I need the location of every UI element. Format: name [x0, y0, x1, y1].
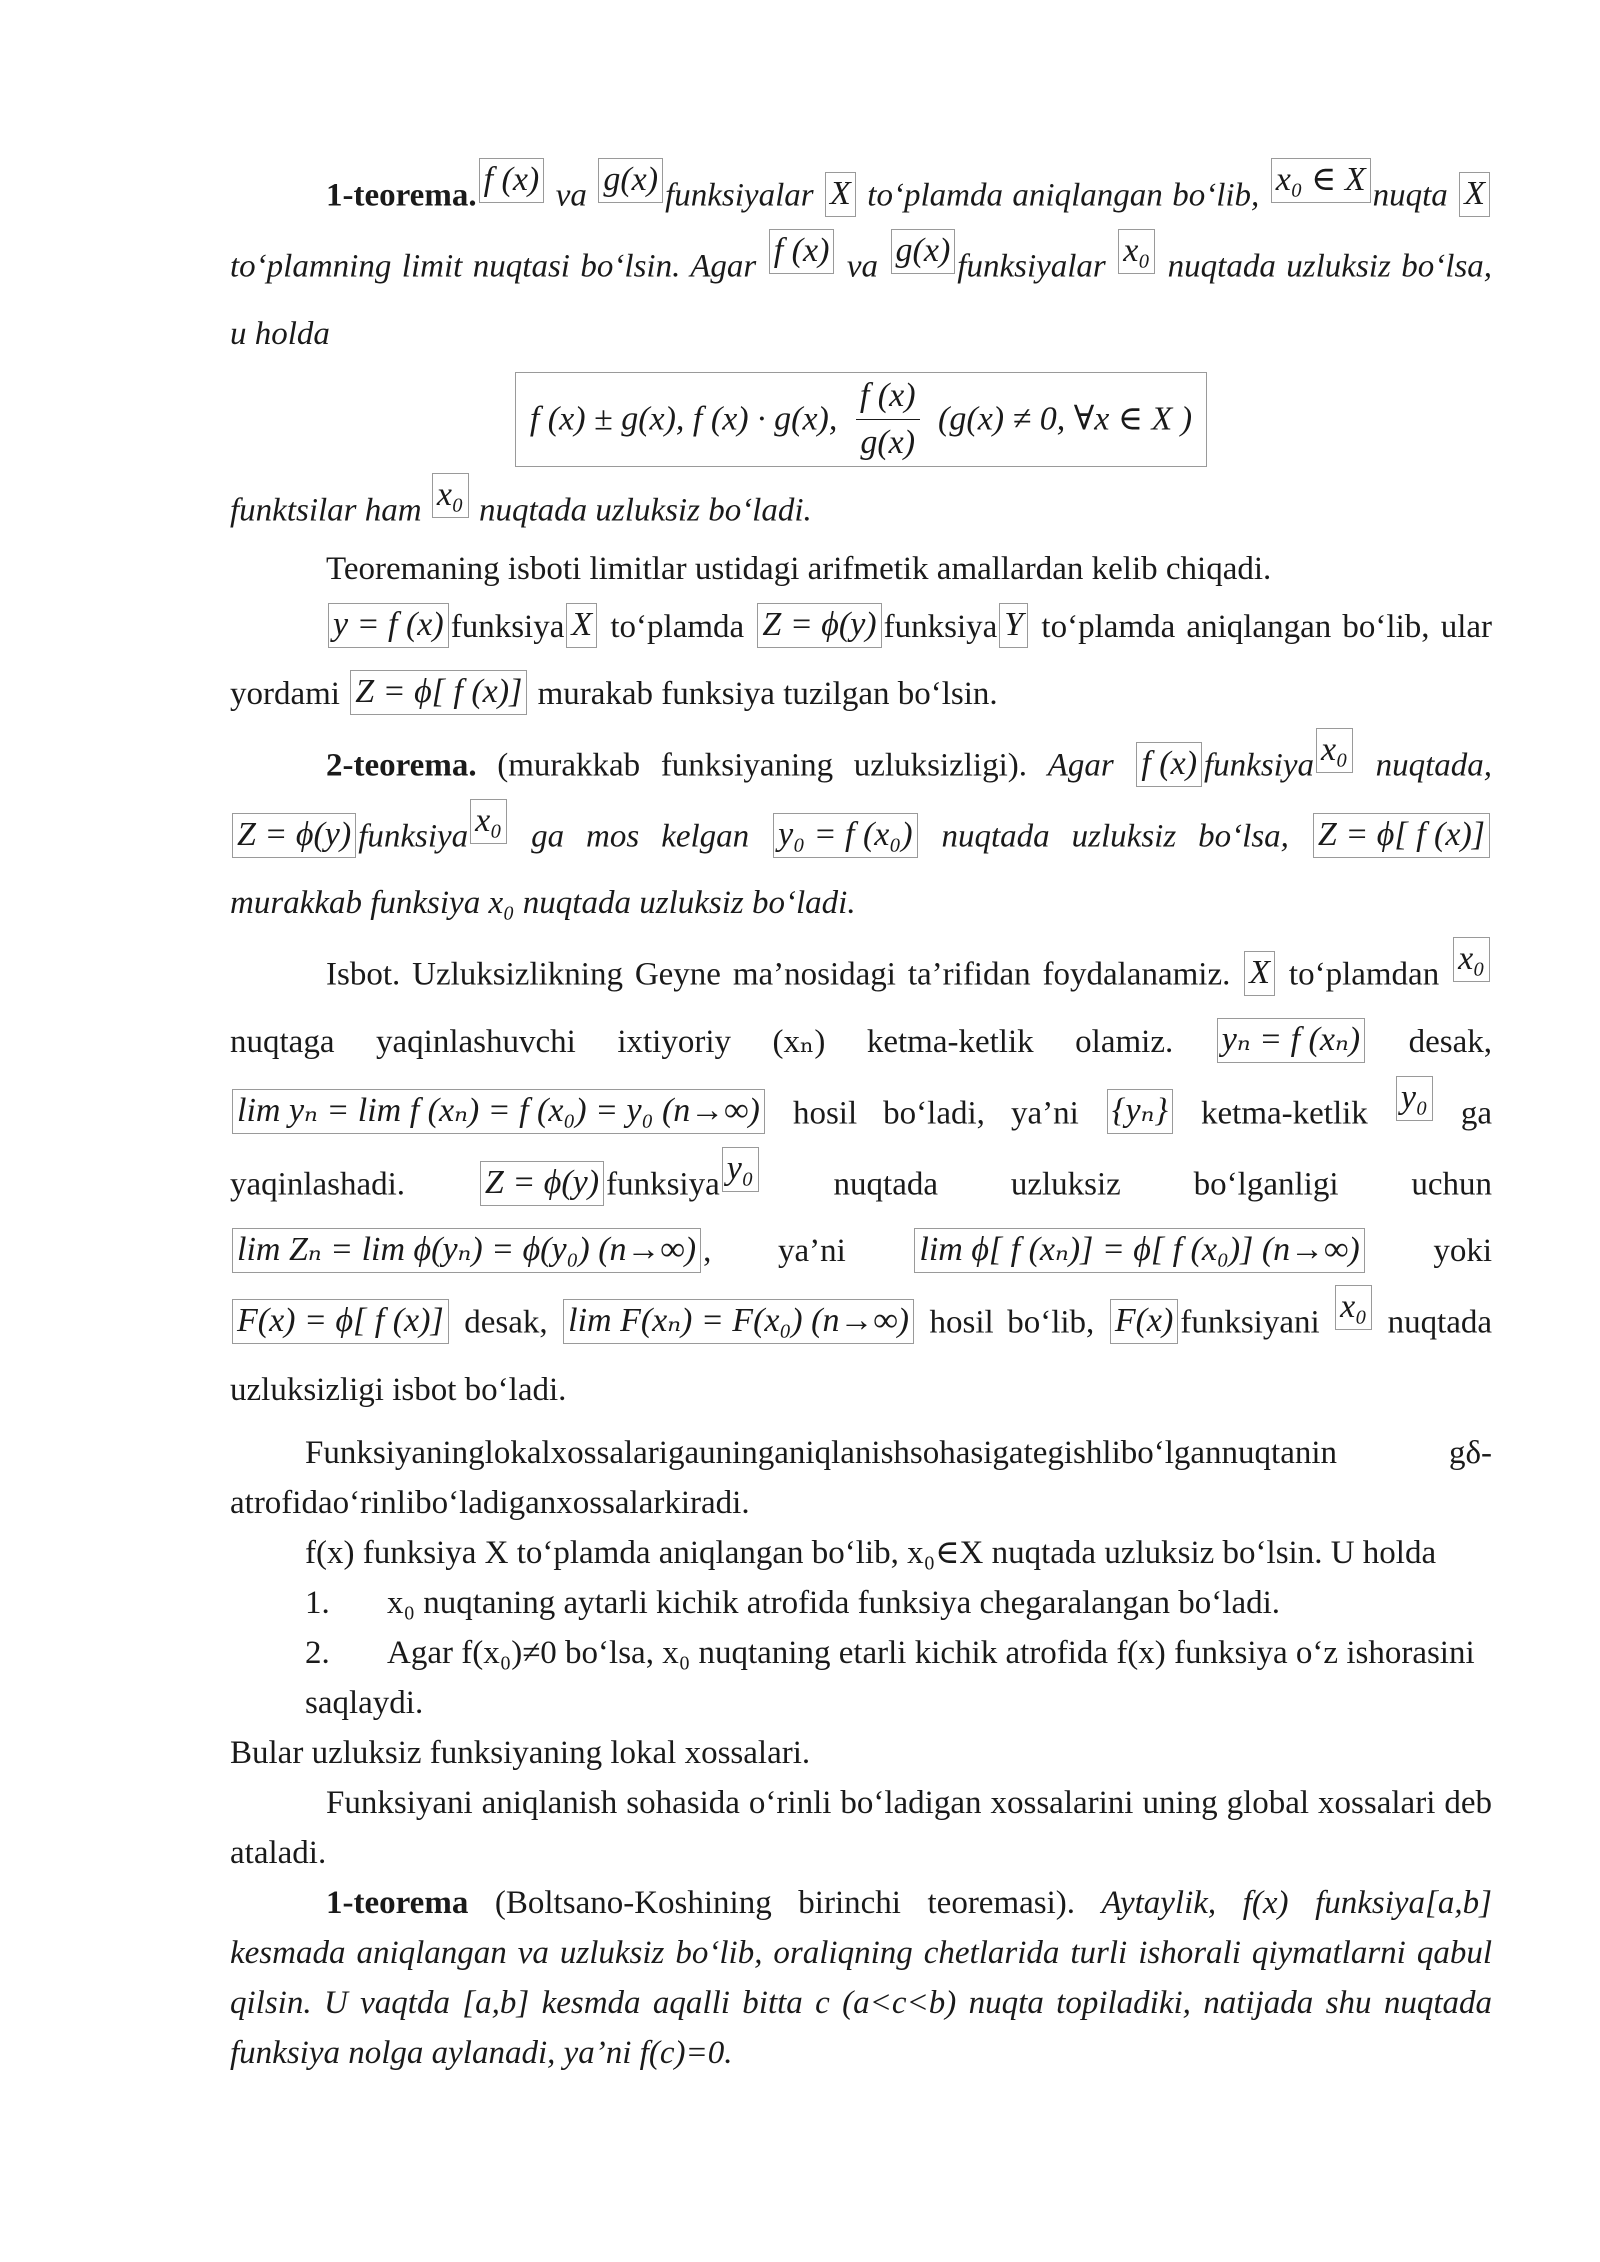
list-item-number: 2.	[305, 1634, 330, 1671]
formula-X: X	[566, 603, 597, 648]
formula-x0: x₀	[1453, 937, 1490, 982]
properties-list	[230, 1578, 1492, 1728]
text: funksiyani	[1180, 1304, 1320, 1341]
text: to‘plamdan	[1288, 956, 1440, 993]
text: to‘plamda	[610, 608, 745, 645]
text: va	[846, 248, 879, 285]
formula-y0: y₀	[1396, 1076, 1433, 1121]
text: hosil bo‘lib,	[929, 1304, 1095, 1341]
formula-Fx-def: F(x) = ϕ[ f (x)]	[232, 1299, 449, 1344]
formula-z-phi-y: Z = ϕ(y)	[757, 603, 881, 648]
formula-x0: x₀	[1316, 728, 1353, 773]
text: nuqta	[1372, 177, 1448, 214]
text: nuqtada uzluksiz bo‘lsa,	[941, 818, 1289, 855]
local-properties-paragraph: Funksiyaninglokalxossalarigauninganiqlanishsohasigategishlibo‘lgannuqtanin gδ-atrofidao‘rinlibo‘ladiganxossalarkiradi.	[230, 1434, 1492, 1521]
formula-gx: g(x)	[598, 158, 663, 203]
text: nuqtaga yaqinlashuvchi ixtiyoriy (xₙ) ketma-ketlik olamiz.	[230, 1023, 1174, 1060]
text: funksiya	[883, 608, 998, 645]
formula-yn-set: {yₙ}	[1107, 1089, 1173, 1134]
formula-lim-yn: lim yₙ = lim f (xₙ) = f (x₀) = y₀ (n→∞)	[232, 1089, 765, 1134]
formula-Y: Y	[999, 603, 1028, 648]
text: murakab funksiya tuzilgan bo‘lsin.	[537, 675, 998, 712]
fraction-denominator: g(x)	[860, 423, 916, 461]
formula-y0: y₀	[722, 1147, 759, 1192]
text: nuqtada,	[1375, 747, 1492, 784]
text: ga yaqinlashadi.	[230, 1095, 1493, 1203]
text: nuqtada uzluksizligi isbot bo‘ladi.	[230, 1304, 1493, 1408]
text: desak,	[464, 1304, 548, 1341]
text: ga mos kelgan	[531, 818, 750, 855]
formula-y0-fx0: y₀ = f (x₀)	[773, 813, 917, 858]
theorem-1-paragraph	[230, 158, 1492, 368]
text: to‘plamning limit nuqtasi bo‘lsin. Agar	[230, 248, 757, 285]
formula-fx: f (x)	[769, 229, 835, 274]
composite-setup-paragraph	[230, 594, 1492, 728]
local-properties-summary: Bular uzluksiz funksiyaning lokal xossalari.	[230, 1734, 811, 1771]
formula-lim-zn: lim Zₙ = lim ϕ(yₙ) = ϕ(y₀) (n→∞)	[232, 1228, 701, 1273]
formula-left: f (x) ± g(x), f (x) · g(x),	[529, 400, 838, 438]
formula-fx: f (x)	[479, 158, 545, 203]
formula-lim-Fxn: lim F(xₙ) = F(x₀) (n→∞)	[563, 1299, 914, 1344]
text: to‘plamda aniqlangan bo‘lib, ular yordami	[230, 608, 1493, 712]
list-item-text: Agar f(x₀)≠0 bo‘lsa, x₀ nuqtaning etarli kichik atrofida f(x) funksiya o‘z ishorasini saqlaydi.	[305, 1634, 1475, 1721]
formula-z-phi-fx: Z = ϕ[ f (x)]	[350, 670, 527, 715]
formula-Fx: F(x)	[1110, 1299, 1179, 1344]
theorem-1-conclusion	[230, 473, 1492, 544]
theorem-2-title: 2-teorema.	[326, 747, 477, 784]
text: (murakkab funksiyaning uzluksizligi).	[497, 747, 1028, 784]
text: funktsilar ham	[230, 491, 422, 528]
list-item	[305, 1578, 1492, 1628]
formula-x0: x₀	[1335, 1285, 1372, 1330]
text: yoki	[1433, 1233, 1492, 1270]
text: Aytaylik, f(x) funksiya[a,b] kesmada aniqlangan va uzluksiz bo‘lib, oraliqning chetlarida turli ishorali qiymatlarni qabul qilsin. U vaqtda [a,b] kesmda aqalli bitta c (a<c<b) nuqta topiladiki, natijada shu nuqtada funksiya nolga aylanadi, ya’ni f(c)=0.	[230, 1884, 1492, 2071]
theorem-2-paragraph	[230, 728, 1492, 938]
formula-X: X	[1459, 172, 1490, 217]
text: , ya’ni	[703, 1233, 846, 1270]
list-item-number: 1.	[305, 1584, 330, 1621]
proof-note: Teoremaning isboti limitlar ustidagi arifmetik amallardan kelib chiqadi.	[326, 550, 1272, 587]
text: (Boltsano-Koshining birinchi teoremasi).	[494, 1884, 1076, 1921]
text: funksiya	[358, 818, 469, 855]
text: funksiyalar	[665, 177, 814, 214]
theorem-1-title: 1-teorema.	[326, 177, 477, 214]
display-formula-1	[230, 372, 1492, 467]
text: nuqtada uzluksiz bo‘ladi.	[479, 491, 812, 528]
local-properties-statement: f(x) funksiya X to‘plamda aniqlangan bo‘lib, x₀∈X nuqtada uzluksiz bo‘lsin. U holda	[305, 1534, 1437, 1571]
text: Agar	[1047, 747, 1114, 784]
text: ketma-ketlik	[1201, 1095, 1368, 1132]
text: funksiya	[606, 1166, 720, 1203]
text: Isbot. Uzluksizlikning Geyne ma’nosidagi ta’rifidan foydalanamiz.	[326, 956, 1231, 993]
theorem-title: 1-teorema	[326, 1884, 469, 1921]
text: funksiyalar	[957, 248, 1106, 285]
formula-x0-in-X: x₀ ∈ X	[1271, 158, 1371, 203]
text: murakkab funksiya x₀ nuqtada uzluksiz bo‘ladi.	[230, 885, 856, 922]
formula-fx: f (x)	[1136, 742, 1202, 787]
text: desak,	[1408, 1023, 1492, 1060]
text: va	[555, 177, 587, 214]
fraction	[856, 377, 920, 462]
formula-x0: x₀	[470, 799, 507, 844]
list-item-text: x₀ nuqtaning aytarli kichik atrofida funksiya chegaralangan bo‘ladi.	[387, 1584, 1281, 1621]
fraction-numerator: f (x)	[856, 377, 920, 420]
formula-right: (g(x) ≠ 0, ∀x ∈ X )	[938, 400, 1193, 438]
text: funksiya	[450, 608, 565, 645]
formula-x0: x₀	[432, 473, 469, 518]
text: nuqtada uzluksiz bo‘lsa, u holda	[230, 248, 1493, 352]
formula-gx: g(x)	[891, 229, 956, 274]
formula-lim-phi-fxn: lim ϕ[ f (xₙ)] = ϕ[ f (x₀)] (n→∞)	[914, 1228, 1364, 1273]
formula-z-phi-y: Z = ϕ(y)	[480, 1161, 604, 1206]
document-page	[230, 158, 1492, 2078]
text: hosil bo‘ladi, ya’ni	[792, 1095, 1079, 1132]
formula-X: X	[1244, 951, 1275, 996]
text: nuqtada uzluksiz bo‘lganligi uchun	[833, 1166, 1492, 1203]
formula-x0: x₀	[1118, 229, 1155, 274]
formula-y-fx: y = f (x)	[328, 603, 449, 648]
text: to‘plamda aniqlangan bo‘lib,	[867, 177, 1260, 214]
proof-paragraph	[230, 937, 1492, 1423]
formula-yn-fxn: yₙ = f (xₙ)	[1217, 1018, 1365, 1063]
formula-X: X	[825, 172, 856, 217]
formula-box	[515, 372, 1207, 467]
formula-z-phi-y: Z = ϕ(y)	[232, 813, 356, 858]
text: funksiya	[1204, 747, 1314, 784]
global-properties-paragraph: Funksiyani aniqlanish sohasida o‘rinli bo‘ladigan xossalarini uning global xossalari deb ataladi.	[230, 1784, 1492, 1871]
list-item	[305, 1628, 1492, 1728]
bolzano-cauchy-theorem	[230, 1878, 1492, 2078]
formula-z-phi-fx: Z = ϕ[ f (x)]	[1313, 813, 1490, 858]
